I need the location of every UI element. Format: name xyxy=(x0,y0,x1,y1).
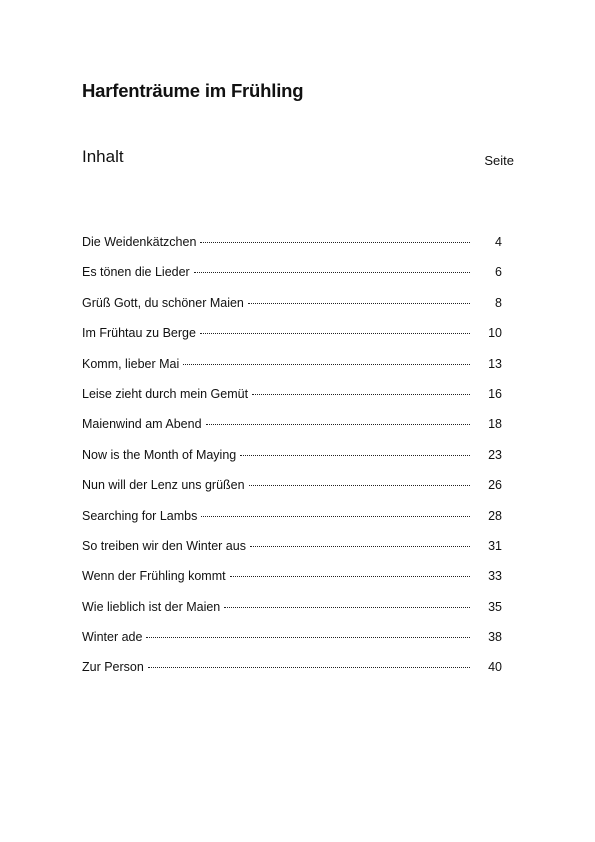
dot-leader xyxy=(252,393,470,395)
book-title: Harfenträume im Frühling xyxy=(82,80,304,101)
toc-entry xyxy=(82,355,502,385)
toc-entry-page: 38 xyxy=(488,630,502,645)
toc-entry-page: 6 xyxy=(495,265,502,280)
toc-entry-title: Grüß Gott, du schöner Maien xyxy=(82,295,244,310)
toc-entry-title: Wenn der Frühling kommt xyxy=(82,569,226,584)
toc-entry xyxy=(82,537,502,567)
toc-entry-page: 23 xyxy=(488,447,502,462)
toc-entry xyxy=(82,324,502,354)
toc-entry-title: Now is the Month of Maying xyxy=(82,447,237,462)
dot-leader xyxy=(230,575,470,577)
toc-entry xyxy=(82,476,502,506)
dot-leader xyxy=(146,636,470,638)
dot-leader xyxy=(194,271,470,273)
toc-entry-page: 26 xyxy=(488,478,502,493)
toc-entry xyxy=(82,628,502,658)
toc-entry-page: 10 xyxy=(488,326,502,341)
toc-entry-page: 16 xyxy=(488,386,502,401)
dot-leader xyxy=(200,332,470,334)
toc-entry xyxy=(82,446,502,476)
toc-entry-title: Im Frühtau zu Berge xyxy=(82,326,196,341)
toc-entry-title: Zur Person xyxy=(82,660,144,675)
toc-entry xyxy=(82,263,502,293)
toc-entry-title: Es tönen die Lieder xyxy=(82,265,190,280)
dot-leader xyxy=(240,454,470,456)
toc-heading: Inhalt xyxy=(82,147,124,166)
toc-entry xyxy=(82,567,502,597)
toc-entry xyxy=(82,294,502,324)
dot-leader xyxy=(200,241,470,243)
toc-entry-page: 18 xyxy=(488,417,502,432)
toc-entry-page: 28 xyxy=(488,508,502,523)
table-of-contents xyxy=(82,233,502,689)
toc-entry-title: Wie lieblich ist der Maien xyxy=(82,599,221,614)
page-column-heading: Seite xyxy=(484,153,514,168)
dot-leader xyxy=(206,423,470,425)
toc-entry-title: Die Weidenkätzchen xyxy=(82,235,197,249)
toc-entry xyxy=(82,233,502,263)
toc-entry-title: So treiben wir den Winter aus xyxy=(82,538,246,553)
toc-entry-page: 4 xyxy=(495,235,502,249)
toc-entry-title: Winter ade xyxy=(82,630,143,645)
dot-leader xyxy=(148,666,470,668)
toc-entry-title: Komm, lieber Mai xyxy=(82,356,180,371)
toc-entry xyxy=(82,385,502,415)
toc-entry-title: Maienwind am Abend xyxy=(82,417,202,432)
toc-entry-page: 33 xyxy=(488,569,502,584)
toc-entry-page: 8 xyxy=(495,295,502,310)
toc-entry xyxy=(82,507,502,537)
toc-entry xyxy=(82,598,502,628)
toc-entry-title: Leise zieht durch mein Gemüt xyxy=(82,386,249,401)
dot-leader xyxy=(249,484,470,486)
dot-leader xyxy=(248,302,470,304)
dot-leader xyxy=(183,363,470,365)
toc-entry-page: 13 xyxy=(488,356,502,371)
toc-entry xyxy=(82,415,502,445)
dot-leader xyxy=(224,606,470,608)
toc-entry xyxy=(82,658,502,688)
toc-entry-page: 31 xyxy=(488,538,502,553)
toc-entry-title: Searching for Lambs xyxy=(82,508,198,523)
dot-leader xyxy=(201,515,470,517)
toc-entry-page: 35 xyxy=(488,599,502,614)
dot-leader xyxy=(250,545,470,547)
toc-entry-page: 40 xyxy=(488,660,502,675)
toc-entry-title: Nun will der Lenz uns grüßen xyxy=(82,478,245,493)
